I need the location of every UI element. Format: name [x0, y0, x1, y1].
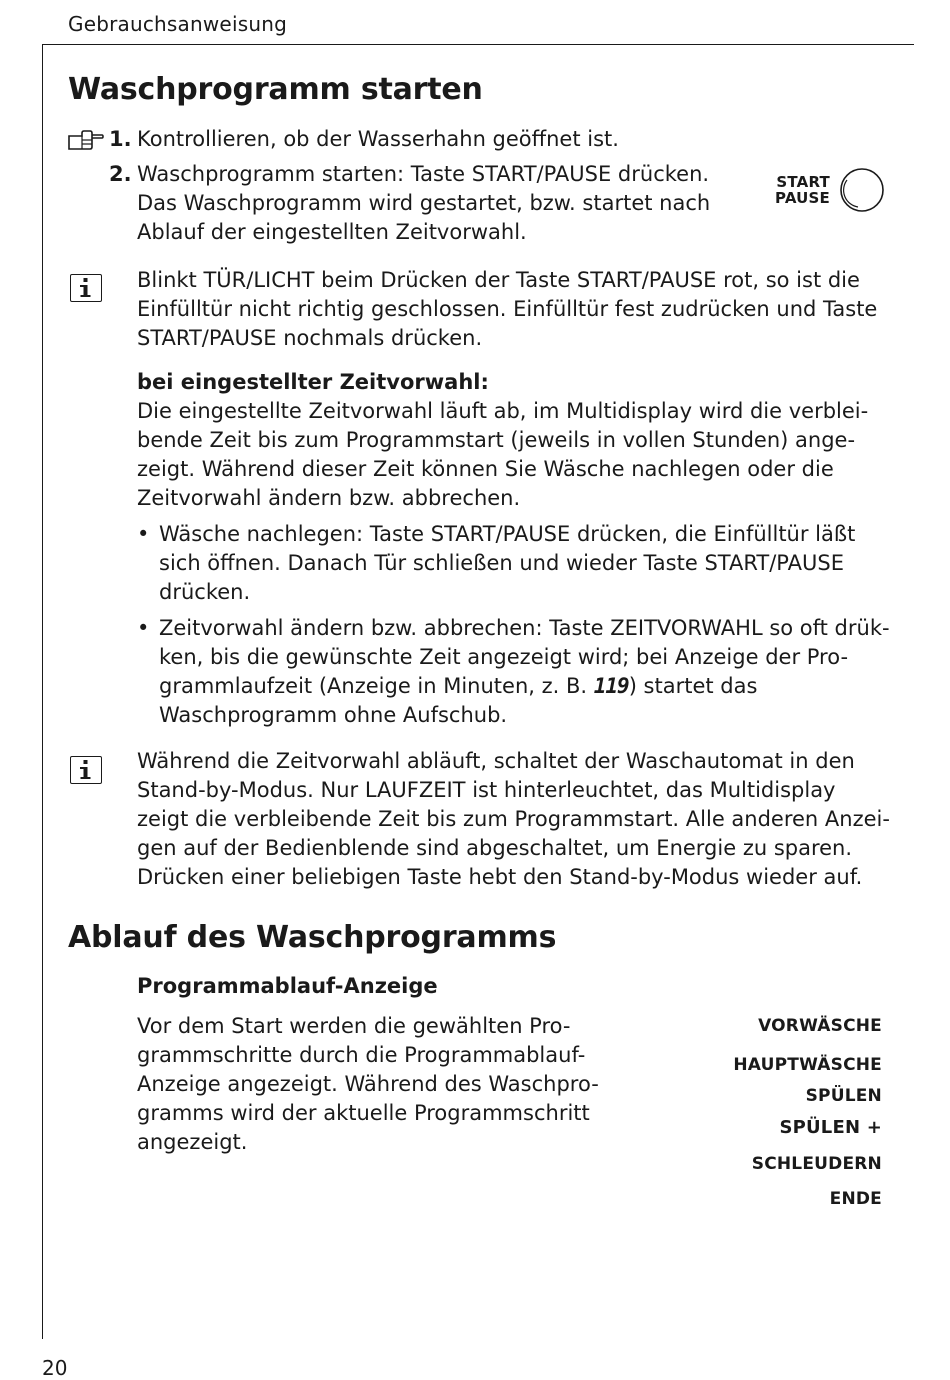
- info-icon: [70, 274, 102, 302]
- note-door-light: [137, 266, 877, 353]
- note-line: Stand-by-Modus. Nur LAUFZEIT ist hinterleuchtet, das Multidisplay: [137, 778, 836, 802]
- bullet-line: [137, 672, 890, 701]
- paragraph-line: angezeigt.: [137, 1130, 248, 1154]
- pointing-hand-icon: [68, 130, 104, 150]
- step-text-line: Waschprogramm starten: Taste START/PAUSE drücken.: [137, 162, 710, 186]
- running-header: Gebrauchsanweisung: [68, 12, 287, 36]
- bullet-line: sich öffnen. Danach Tür schließen und wieder Taste START/PAUSE: [159, 551, 844, 575]
- paragraph-line: gramms wird der aktuelle Programmschritt: [137, 1101, 590, 1125]
- info-icon: [70, 756, 102, 784]
- note-line: Einfülltür nicht richtig geschlossen. Einfülltür fest zudrücken und Taste: [137, 297, 878, 321]
- paragraph-line: grammschritte durch die Programmablauf-: [137, 1043, 586, 1067]
- paragraph-line: Zeitvorwahl ändern bzw. abbrechen.: [137, 486, 521, 510]
- paragraph-line: zeigt. Während dieser Zeit können Sie Wäsche nachlegen oder die: [137, 457, 834, 481]
- bullet-add-laundry: [137, 520, 855, 607]
- bullet-icon: •: [137, 616, 150, 640]
- step-number: 1.: [109, 127, 132, 151]
- bullet-line: drücken.: [159, 580, 251, 604]
- page-number: 20: [42, 1356, 68, 1380]
- bullet-line: Zeitvorwahl ändern bzw. abbrechen: Taste ZEITVORWAHL so oft drük-: [159, 616, 890, 640]
- bullet-change-delay: [137, 614, 890, 730]
- step-text-line: Das Waschprogramm wird gestartet, bzw. startet nach: [137, 191, 711, 215]
- note-line: Drücken einer beliebigen Taste hebt den Stand-by-Modus wieder auf.: [137, 865, 863, 889]
- note-line: zeigt die verbleibende Zeit bis zum Programmstart. Alle anderen Anzei-: [137, 807, 890, 831]
- start-label: START: [776, 173, 830, 191]
- bullet-text: grammlaufzeit (Anzeige in Minuten, z. B.: [159, 674, 594, 698]
- delay-heading: bei eingestellter Zeitvorwahl:: [137, 370, 489, 394]
- step-number: 2.: [109, 162, 132, 186]
- note-line: Während die Zeitvorwahl abläuft, schaltet der Waschautomat in den: [137, 749, 855, 773]
- step-1: [109, 125, 619, 154]
- step-rinse: SPÜLEN: [805, 1086, 882, 1106]
- paragraph-line: Die eingestellte Zeitvorwahl läuft ab, im Multidisplay wird die verblei-: [137, 399, 869, 423]
- display-digits: 119: [593, 674, 629, 698]
- bullet-line: Waschprogramm ohne Aufschub.: [159, 703, 508, 727]
- delay-paragraph: [137, 397, 868, 513]
- step-text-line: Ablauf der eingestellten Zeitvorwahl.: [137, 220, 527, 244]
- bullet-text: ) startet das: [628, 674, 758, 698]
- paragraph-line: bende Zeit bis zum Programmstart (jeweils in vollen Stunden) ange-: [137, 428, 856, 452]
- pause-label: PAUSE: [775, 189, 830, 207]
- step-prewash: VORWÄSCHE: [758, 1016, 882, 1036]
- step-text: Kontrollieren, ob der Wasserhahn geöffnet ist.: [137, 127, 619, 151]
- step-spin: SCHLEUDERN: [751, 1154, 882, 1174]
- margin-rule: [42, 44, 43, 1339]
- bullet-line: Wäsche nachlegen: Taste START/PAUSE drücken, die Einfülltür läßt: [159, 522, 856, 546]
- step-rinse-plus: SPÜLEN +: [779, 1117, 882, 1138]
- header-rule: [42, 44, 914, 45]
- subheading-program-display: Programmablauf-Anzeige: [137, 974, 438, 998]
- note-line: START/PAUSE nochmals drücken.: [137, 326, 483, 350]
- bullet-icon: •: [137, 522, 150, 546]
- step-main-wash: HAUPTWÄSCHE: [733, 1055, 882, 1075]
- note-standby: [137, 747, 890, 892]
- step-end: ENDE: [829, 1189, 882, 1209]
- note-line: gen auf der Bedienblende sind abgeschaltet, um Energie zu sparen.: [137, 836, 853, 860]
- section-title-start: Waschprogramm starten: [68, 72, 483, 107]
- start-pause-button-icon: [838, 166, 886, 214]
- section-title-sequence: Ablauf des Waschprogramms: [68, 920, 557, 955]
- paragraph-line: Anzeige angezeigt. Während des Waschpro-: [137, 1072, 599, 1096]
- note-line: Blinkt TÜR/LICHT beim Drücken der Taste START/PAUSE rot, so ist die: [137, 268, 860, 292]
- start-pause-label: [770, 174, 830, 206]
- step-2: [109, 160, 711, 247]
- paragraph-line: Vor dem Start werden die gewählten Pro-: [137, 1014, 571, 1038]
- bullet-line: ken, bis die gewünschte Zeit angezeigt wird; bei Anzeige der Pro-: [159, 645, 849, 669]
- program-display-paragraph: [137, 1012, 599, 1157]
